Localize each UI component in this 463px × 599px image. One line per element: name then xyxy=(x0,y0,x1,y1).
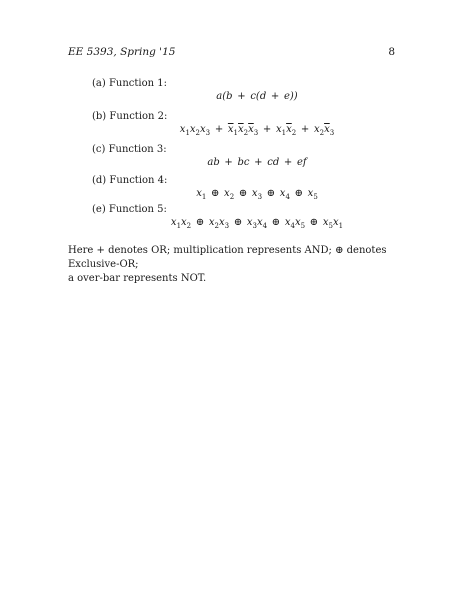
course-title: EE 5393, Spring '15 xyxy=(68,46,176,58)
function-1-formula: a(b + c(d + e)) xyxy=(216,91,298,102)
function-2-formula: $x_1x_2x_3 + \overline{x}_1\overline{x}_2\overline{x}_3 + x_1\overline{x}_2 + x_2\overline{x}_3$ xyxy=(179,124,335,137)
function-4-formula: $x_1$ ⊕ $x_2$ ⊕ $x_3$ ⊕ $x_4$ ⊕ $x_5$ xyxy=(196,188,318,201)
notation-note-line-2: a over-bar represents NOT. xyxy=(68,273,207,284)
function-3-label: (c) Function 3: xyxy=(92,144,167,155)
function-2-label: (b) Function 2: xyxy=(92,111,168,122)
notation-note xyxy=(68,244,408,286)
function-5-label: (e) Function 5: xyxy=(92,204,167,215)
page-number: 8 xyxy=(388,46,395,58)
function-4-label: (d) Function 4: xyxy=(92,175,168,186)
notation-note-line-1: Here + denotes OR; multiplication represents AND; ⊕ denotes Exclusive-OR; xyxy=(68,245,387,270)
function-3-formula: ab + bc + cd + ef xyxy=(207,157,307,168)
function-5-formula: $x_1x_2$ ⊕ $x_2x_3$ ⊕ $x_3x_4$ ⊕ $x_4x_5$ ⊕ $x_5x_1$ xyxy=(170,217,344,230)
function-1-label: (a) Function 1: xyxy=(92,78,167,89)
